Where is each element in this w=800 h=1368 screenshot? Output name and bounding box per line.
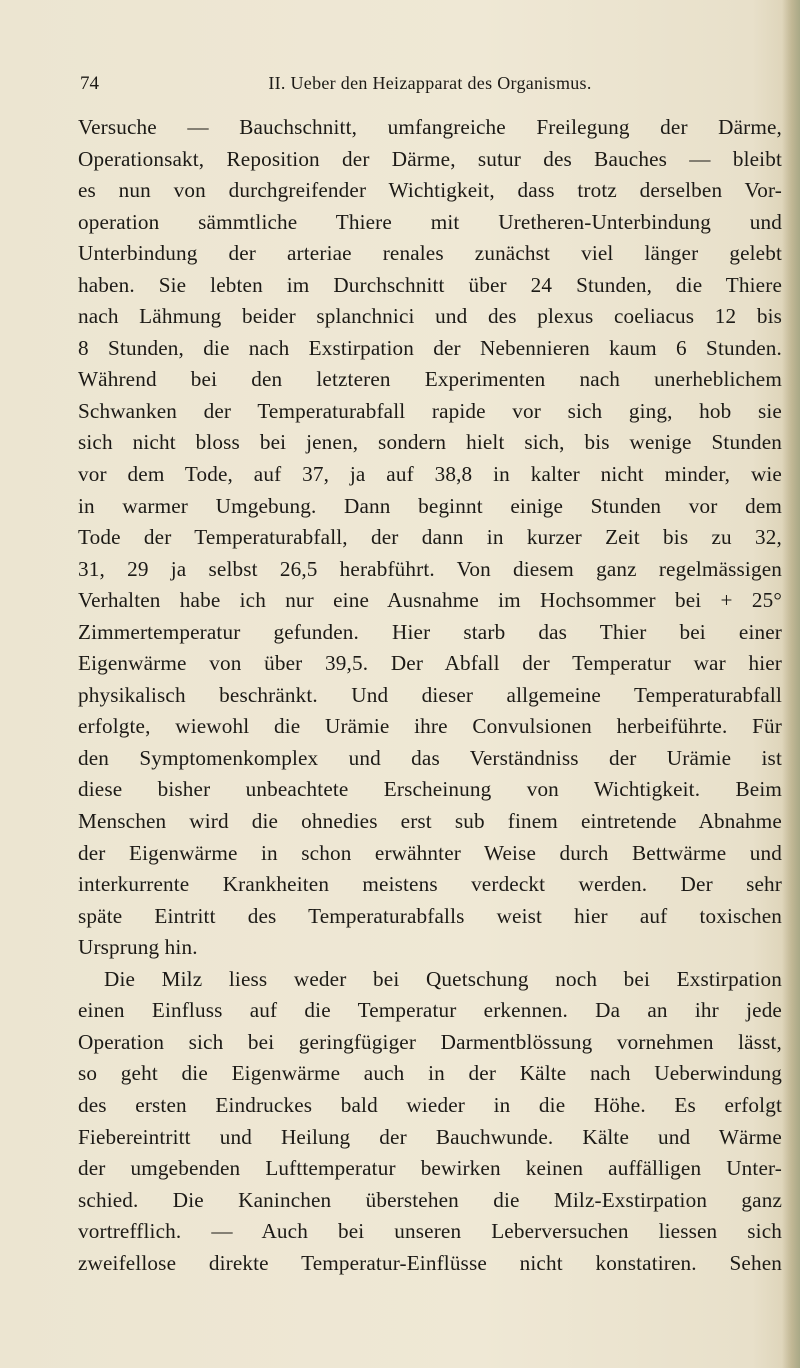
text-line: schied. Die Kaninchen überstehen die Milz-Exstirpation ganz [78,1187,782,1212]
text-line: diese bisher unbeachtete Erscheinung von Wichtigkeit. Beim [78,777,782,802]
text-line: vortrefflich. — Auch bei unseren Leberversuchen liessen sich [78,1219,782,1244]
text-line: so geht die Eigenwärme auch in der Kälte nach Ueberwindung [78,1061,782,1086]
text-line: 31, 29 ja selbst 26,5 herabführt. Von diesem ganz regelmässigen [78,556,782,581]
text-line: Verhalten habe ich nur eine Ausnahme im Hochsommer bei + 25° [78,588,782,613]
text-line: Menschen wird die ohnedies erst sub finem eintretende Abnahme [78,809,782,834]
text-line-paragraph-end: Ursprung hin. [78,935,198,960]
text-line: der umgebenden Lufttemperatur bewirken keinen auffälligen Unter- [78,1156,782,1181]
text-line: Operationsakt, Reposition der Därme, sutur des Bauches — bleibt [78,146,782,171]
text-line: Unterbindung der arteriae renales zunächst viel länger gelebt [78,241,782,266]
page-header [80,73,780,103]
text-line: späte Eintritt des Temperaturabfalls weist hier auf toxischen [78,903,782,928]
text-line: Schwanken der Temperaturabfall rapide vor sich ging, hob sie [78,398,782,423]
page-edge-shadow [782,0,800,1368]
text-line: zweifellose direkte Temperatur-Einflüsse nicht konstatiren. Sehen [78,1250,782,1275]
text-line: erfolgte, wiewohl die Urämie ihre Convulsionen herbeiführte. Für [78,714,782,739]
text-line: physikalisch beschränkt. Und dieser allgemeine Temperaturabfall [78,682,782,707]
text-line: Versuche — Bauchschnitt, umfangreiche Freilegung der Därme, [78,115,782,139]
text-line: vor dem Tode, auf 37, ja auf 38,8 in kalter nicht minder, wie [78,462,782,487]
text-line-paragraph-start: Die Milz liess weder bei Quetschung noch bei Exstirpation [104,966,782,991]
text-line: operation sämmtliche Thiere mit Uretheren-Unterbindung und [78,209,782,234]
text-line: 8 Stunden, die nach Exstirpation der Nebennieren kaum 6 Stunden. [78,335,782,360]
text-line: Zimmertemperatur gefunden. Hier starb das Thier bei einer [78,619,782,644]
text-line: Fiebereintritt und Heilung der Bauchwunde. Kälte und Wärme [78,1124,782,1149]
running-title: II. Ueber den Heizapparat des Organismus. [268,73,592,93]
text-line: Eigenwärme von über 39,5. Der Abfall der Temperatur war hier [78,651,782,676]
text-line: Tode der Temperaturabfall, der dann in kurzer Zeit bis zu 32, [78,525,782,550]
text-line: interkurrente Krankheiten meistens verdeckt werden. Der sehr [78,872,782,897]
text-line: der Eigenwärme in schon erwähnter Weise durch Bettwärme und [78,840,782,865]
text-line: es nun von durchgreifender Wichtigkeit, dass trotz derselben Vor- [78,178,782,203]
text-line: einen Einfluss auf die Temperatur erkennen. Da an ihr jede [78,998,782,1023]
page-number: 74 [80,73,99,94]
text-line: haben. Sie lebten im Durchschnitt über 24 Stunden, die Thiere [78,272,782,297]
body-text [78,112,782,1279]
text-line: Während bei den letzteren Experimenten nach unerheblichem [78,367,782,392]
text-line: in warmer Umgebung. Dann beginnt einige Stunden vor dem [78,493,782,518]
text-line: den Symptomenkomplex und das Verständniss der Urämie ist [78,745,782,770]
text-line: sich nicht bloss bei jenen, sondern hielt sich, bis wenige Stunden [78,430,782,455]
text-line: Operation sich bei geringfügiger Darmentblössung vornehmen lässt, [78,1029,782,1054]
text-line: nach Lähmung beider splanchnici und des plexus coeliacus 12 bis [78,304,782,329]
text-line: des ersten Eindruckes bald wieder in die Höhe. Es erfolgt [78,1092,782,1117]
